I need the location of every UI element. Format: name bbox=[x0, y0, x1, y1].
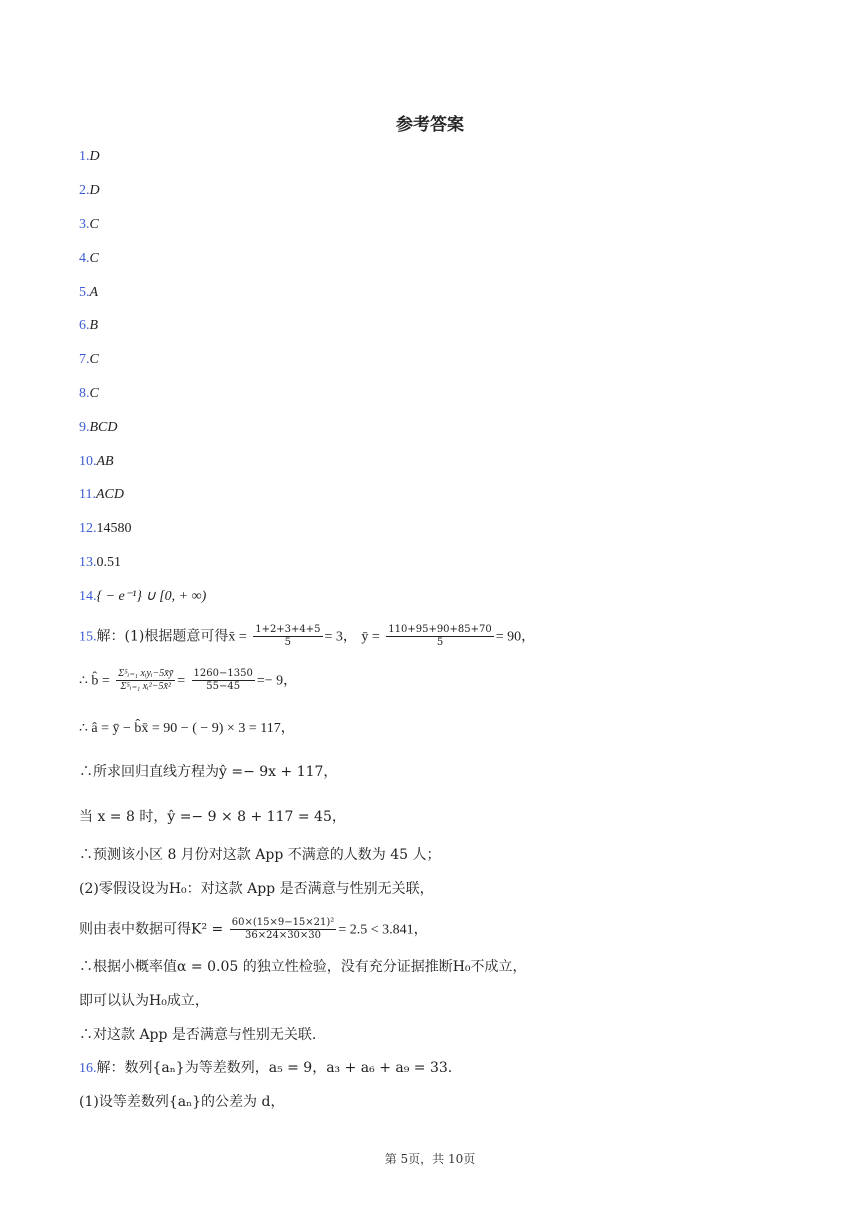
fraction: $\frac{1260-1350}{55-45}$ bbox=[193, 668, 253, 692]
q15-line-2: ∴ b̂ = $\frac{\text{Σ⁵ᵢ₌₁ xᵢyᵢ−5x̄ȳ}}{\text{Σ⁵ᵢ₌₁ xᵢ²−5x̄²}}$ = $\frac{1260-1350}{55-45}$ =− 9， bbox=[79, 668, 298, 692]
page-footer: 第 5页，共 10页 bbox=[384, 1152, 476, 1166]
q15-line-5: 当 x = 8 时，ŷ =− 9 × 8 + 117 = 45， bbox=[79, 809, 346, 825]
answer-value: C bbox=[89, 386, 99, 401]
answer-item bbox=[79, 214, 99, 235]
q16-line-2: (1)设等差数列{aₙ}的公差为 d， bbox=[79, 1094, 285, 1110]
q15-number: 15. bbox=[79, 629, 97, 645]
answer-number: 11. bbox=[79, 487, 96, 502]
answer-value: 0.51 bbox=[96, 555, 121, 570]
answer-number: 4. bbox=[79, 251, 90, 266]
answer-number: 1. bbox=[79, 149, 90, 164]
answer-item bbox=[79, 518, 132, 539]
q15-line-9: ∴根据小概率值α = 0.05 的独立性检验，没有充分证据推断H₀不成立， bbox=[79, 959, 527, 975]
answer-number: 2. bbox=[79, 183, 90, 198]
fraction: $\frac{\text{60×(15×9−15×21)²}}{36\times 24\times 30\times 30}$ bbox=[231, 917, 335, 941]
answer-number: 7. bbox=[79, 352, 90, 367]
fraction: $\frac{\text{Σ⁵ᵢ₌₁ xᵢyᵢ−5x̄ȳ}}{\text{Σ⁵ᵢ₌₁ xᵢ²−5x̄²}}$ bbox=[118, 668, 174, 692]
q16-number: 16. bbox=[79, 1061, 97, 1076]
answer-value: C bbox=[89, 352, 99, 367]
answer-item bbox=[79, 146, 100, 167]
answer-item bbox=[79, 383, 99, 404]
page-title: 参考答案 bbox=[396, 115, 464, 135]
q15-line-4: ∴所求回归直线方程为ŷ =− 9x + 117， bbox=[79, 764, 338, 780]
q15-line-6: ∴预测该小区 8 月份对这款 App 不满意的人数为 45 人； bbox=[79, 847, 441, 863]
answer-value: BCD bbox=[89, 420, 118, 435]
answer-item bbox=[79, 248, 99, 269]
answer-value: ACD bbox=[95, 487, 124, 502]
answer-number: 9. bbox=[79, 420, 90, 435]
answer-item bbox=[79, 484, 124, 505]
answer-item bbox=[79, 282, 98, 303]
answer-item bbox=[79, 586, 206, 607]
answer-item bbox=[79, 451, 114, 472]
answer-item bbox=[79, 417, 118, 438]
answer-value: 14580 bbox=[96, 521, 132, 536]
answer-value: C bbox=[89, 251, 99, 266]
answer-number: 6. bbox=[79, 318, 90, 333]
answer-item bbox=[79, 349, 99, 370]
answer-value: AB bbox=[96, 454, 114, 469]
answer-number: 5. bbox=[79, 285, 90, 300]
q15-line-8: 则由表中数据可得K² = $\frac{\text{60×(15×9−15×21)²}}{36\times 24\times 30\times 30}$ = 2.5 < 3.841， bbox=[79, 917, 428, 941]
answer-item bbox=[79, 552, 121, 573]
q15-line-1: 15.解：(1)根据题意可得x̄ = $\frac{1+2+3+4+5}{5}$ = 3， ȳ = $\frac{110+95+90+85+70}{5}$ = 90， bbox=[79, 624, 536, 648]
answer-number: 12. bbox=[79, 521, 97, 536]
answer-value: A bbox=[89, 285, 99, 300]
answer-item bbox=[79, 180, 100, 201]
answer-value: D bbox=[89, 183, 100, 198]
q15-line-7: (2)零假设设为H₀：对这款 App 是否满意与性别无关联， bbox=[79, 881, 434, 897]
answer-number: 14. bbox=[79, 589, 97, 604]
answer-number: 3. bbox=[79, 217, 90, 232]
answer-number: 10. bbox=[79, 454, 97, 469]
answer-value: B bbox=[89, 318, 99, 333]
answer-value: { − e⁻¹} ∪ [0, + ∞) bbox=[96, 589, 207, 604]
answer-value: C bbox=[89, 217, 99, 232]
answer-item bbox=[79, 315, 98, 336]
q15-line-3: ∴ â = ȳ − b̂x̄ = 90 − ( − 9) × 3 = 117， bbox=[79, 721, 295, 736]
q15-line-11: ∴对这款 App 是否满意与性别无关联. bbox=[79, 1027, 317, 1043]
answer-number: 8. bbox=[79, 386, 90, 401]
q16-line-1: 16.解：数列{aₙ}为等差数列，a₅ = 9，a₃ + a₆ + a₉ = 33. bbox=[79, 1060, 453, 1076]
q15-line-10: 即可以认为H₀成立， bbox=[79, 993, 209, 1009]
fraction: $\frac{110+95+90+85+70}{5}$ bbox=[388, 624, 492, 648]
fraction: $\frac{1+2+3+4+5}{5}$ bbox=[255, 624, 321, 648]
answer-value: D bbox=[89, 149, 100, 164]
answer-number: 13. bbox=[79, 555, 97, 570]
